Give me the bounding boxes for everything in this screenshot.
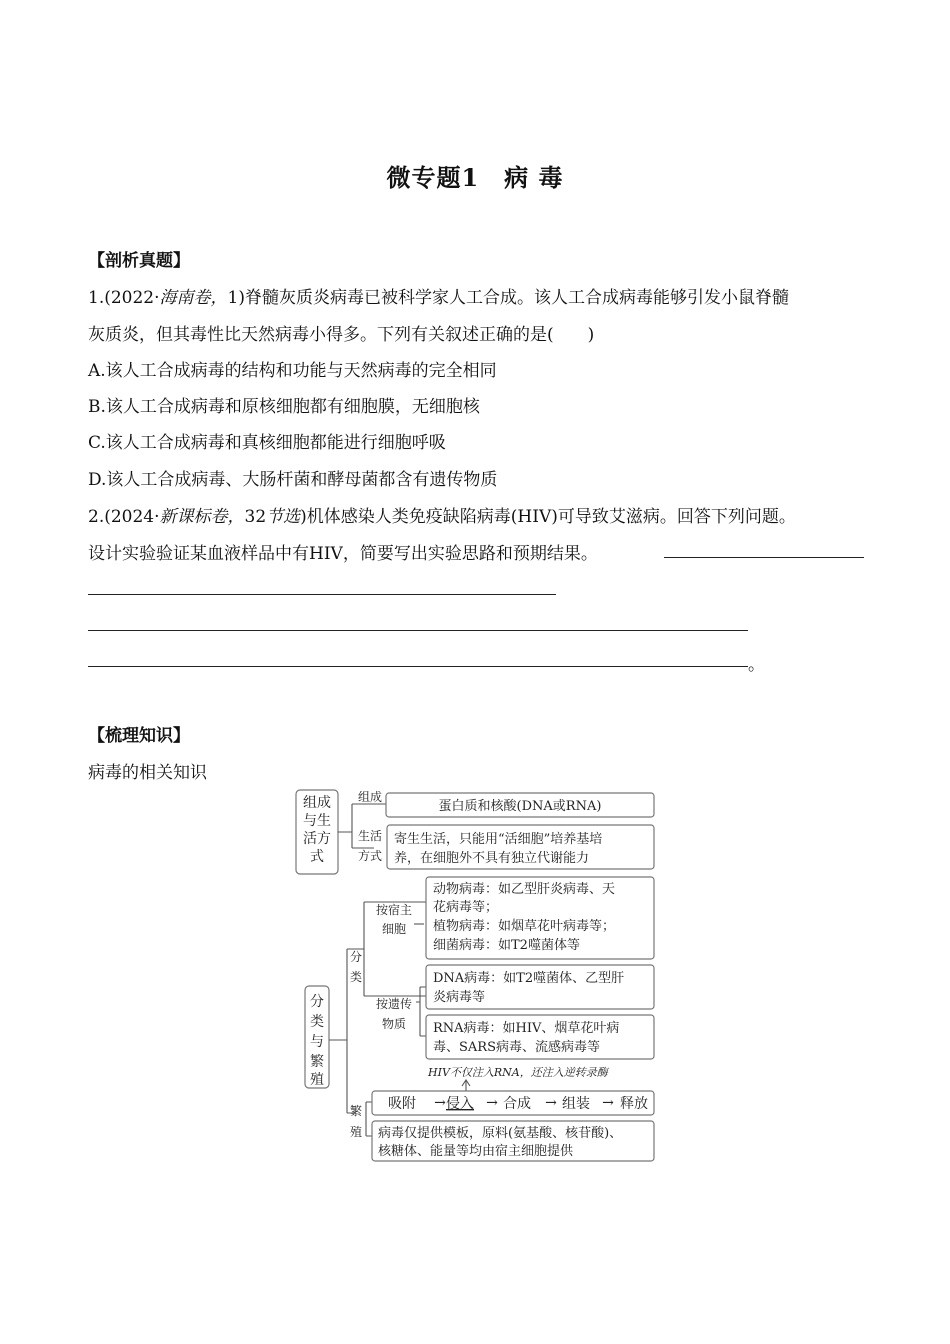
composition-label: 组成 bbox=[357, 790, 383, 804]
answer-blank-2[interactable] bbox=[88, 594, 556, 595]
host-text-2: 花病毒等； bbox=[433, 900, 499, 915]
group1-text-1: 组成 bbox=[303, 795, 331, 811]
section-heading-knowledge: 【梳理知识】 bbox=[88, 726, 190, 746]
host-text-4: 细菌病毒：如T2噬菌体等 bbox=[433, 938, 580, 953]
group2-text-4: 繁 bbox=[310, 1054, 324, 1070]
repro-step-3: 合成 bbox=[503, 1096, 531, 1112]
host-label-2: 细胞 bbox=[381, 922, 407, 936]
q2-number: 2.(2024· bbox=[88, 507, 160, 527]
genetic-label-2: 物质 bbox=[381, 1017, 407, 1031]
q1-option-d: D.该人工合成病毒、大肠杆菌和酵母菌都含有遗传物质 bbox=[88, 470, 498, 490]
repro-connector bbox=[366, 1102, 372, 1136]
genetic-label-1: 按遗传 bbox=[375, 997, 413, 1011]
page-title: 微专题1 病 毒 bbox=[386, 163, 564, 192]
host-label-1: 按宿主 bbox=[375, 903, 413, 917]
composition-text: 蛋白质和核酸(DNA或RNA) bbox=[438, 799, 602, 814]
repro-note-1: 病毒仅提供模板，原料(氨基酸、核苷酸)、 bbox=[378, 1126, 623, 1141]
q1-line2: 灰质炎，但其毒性比天然病毒小得多。下列有关叙述正确的是( ) bbox=[88, 325, 595, 345]
dna-text-1: DNA病毒：如T2噬菌体、乙型肝 bbox=[433, 971, 625, 986]
section-heading-analysis: 【剖析真题】 bbox=[88, 251, 190, 271]
rna-text-2: 毒、SARS病毒、流感病毒等 bbox=[433, 1040, 600, 1055]
arrow-1: → bbox=[434, 1095, 446, 1111]
arrow-3: → bbox=[545, 1095, 557, 1111]
group1-text-3: 活方 bbox=[303, 831, 331, 847]
group2-text-5: 殖 bbox=[310, 1072, 324, 1088]
host-text-3: 植物病毒：如烟草花叶病毒等； bbox=[433, 919, 616, 934]
answer-end-mark: 。 bbox=[748, 655, 765, 675]
q2-section-number: 32 bbox=[244, 507, 267, 527]
group2-text-2: 类 bbox=[310, 1014, 324, 1030]
lifestyle-text-1: 寄生生活，只能用“活细胞”培养基培 bbox=[394, 832, 603, 847]
virus-knowledge-diagram bbox=[288, 784, 660, 1170]
class-label-2: 类 bbox=[349, 970, 363, 984]
answer-blank-3[interactable] bbox=[88, 630, 748, 631]
knowledge-subtitle: 病毒的相关知识 bbox=[88, 763, 207, 783]
answer-blank-1[interactable] bbox=[664, 557, 864, 558]
life-label-2: 方式 bbox=[357, 849, 383, 863]
q1-source: 海南卷， bbox=[159, 288, 228, 308]
repro-note-2: 核糖体、能量等均由宿主细胞提供 bbox=[378, 1144, 574, 1159]
repro-step-1: 吸附 bbox=[388, 1096, 416, 1112]
host-text-1: 动物病毒：如乙型肝炎病毒、天 bbox=[433, 882, 616, 897]
q1-option-b: B.该人工合成病毒和原核细胞都有细胞膜，无细胞核 bbox=[88, 397, 480, 417]
q2-source: 新课标卷， bbox=[159, 507, 245, 527]
q1-line1 bbox=[88, 283, 789, 308]
q1-option-c: C.该人工合成病毒和真核细胞都能进行细胞呼吸 bbox=[88, 433, 446, 453]
q2-line1 bbox=[88, 502, 796, 527]
lifestyle-text-2: 养，在细胞外不具有独立代谢能力 bbox=[394, 851, 590, 866]
q1-option-a: A.该人工合成病毒的结构和功能与天然病毒的完全相同 bbox=[88, 361, 497, 381]
handwritten-note: HIV不仅注入RNA，还注入逆转录酶 bbox=[428, 1066, 608, 1079]
arrow-4: → bbox=[602, 1095, 614, 1111]
answer-blank-4[interactable] bbox=[88, 666, 748, 667]
q2-stem: )机体感染人类免疫缺陷病毒(HIV)可导致艾滋病。回答下列问题。 bbox=[300, 507, 796, 527]
group1-text-2: 与生 bbox=[303, 813, 331, 829]
group2-text-3: 与 bbox=[310, 1034, 324, 1050]
group2-text-1: 分 bbox=[310, 994, 324, 1010]
class-label-1: 分 bbox=[349, 950, 363, 964]
rna-text-1: RNA病毒：如HIV、烟草花叶病 bbox=[433, 1021, 620, 1036]
q1-number: 1.(2022· bbox=[88, 288, 160, 308]
genetic-connector bbox=[416, 987, 426, 1036]
repro-step-2: 侵入 bbox=[446, 1096, 474, 1112]
repro-step-4: 组装 bbox=[562, 1096, 590, 1112]
q1-stem-start: 1)脊髓灰质炎病毒已被科学家人工合成。该人工合成病毒能够引发小鼠脊髓 bbox=[227, 288, 789, 308]
group1-text-4: 式 bbox=[310, 849, 324, 865]
q2-line2: 设计实验验证某血液样品中有HIV，简要写出实验思路和预期结果。 bbox=[88, 544, 598, 564]
repro-label-2: 殖 bbox=[349, 1125, 363, 1139]
q2-source-note: 节选 bbox=[266, 507, 301, 527]
life-label-1: 生活 bbox=[357, 829, 383, 843]
repro-step-5: 释放 bbox=[620, 1096, 648, 1112]
dna-text-2: 炎病毒等 bbox=[433, 990, 486, 1005]
arrow-2: → bbox=[486, 1095, 498, 1111]
repro-label-1: 繁 bbox=[349, 1104, 363, 1118]
